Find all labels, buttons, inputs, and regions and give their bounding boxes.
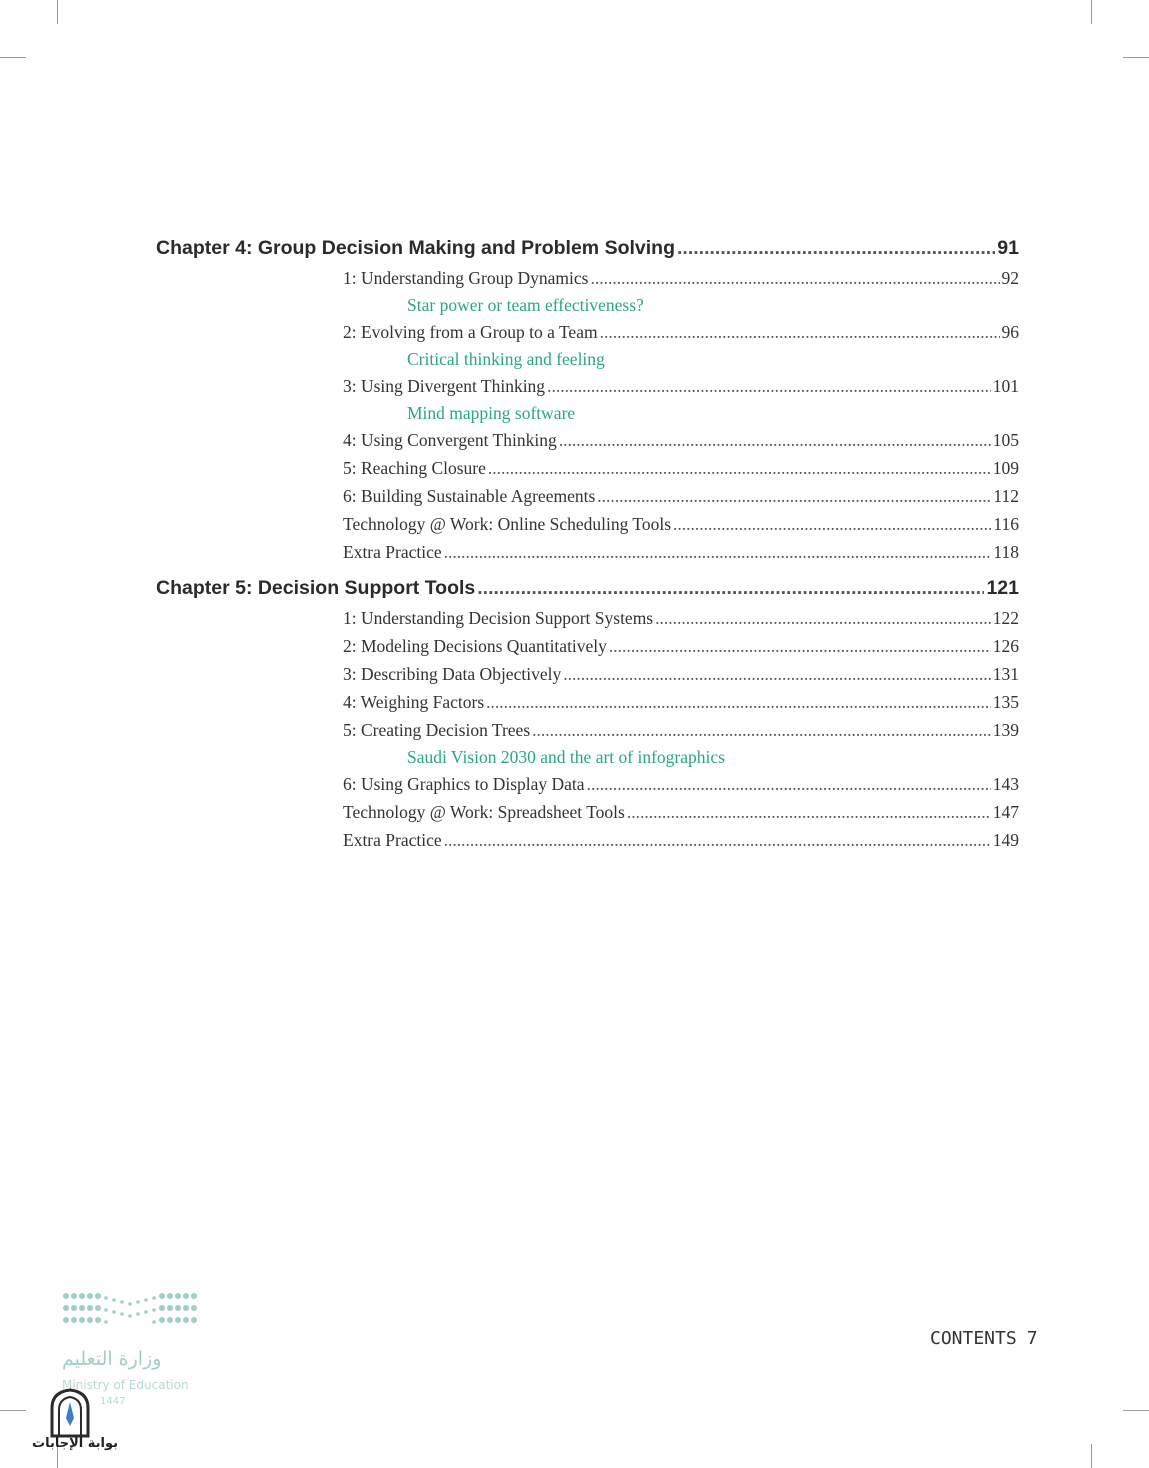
logo-dot <box>175 1317 181 1323</box>
crop-mark <box>1123 1410 1149 1411</box>
section-row[interactable] <box>343 372 1019 400</box>
logo-dot <box>152 1320 156 1324</box>
logo-dot <box>112 1298 116 1302</box>
section-row[interactable] <box>343 510 1019 538</box>
logo-dot <box>191 1317 197 1323</box>
logo-dot <box>63 1317 69 1323</box>
logo-dot <box>159 1305 165 1311</box>
section-title: 5: Reaching Closure <box>343 458 486 478</box>
section-row[interactable] <box>343 798 1019 826</box>
logo-dot <box>183 1293 189 1299</box>
feature-item[interactable]: Saudi Vision 2030 and the art of infographics <box>407 747 725 767</box>
section-title: Extra Practice <box>343 542 442 562</box>
logo-dot <box>71 1293 77 1299</box>
crop-mark <box>57 0 58 24</box>
logo-dot <box>71 1305 77 1311</box>
dot-leader <box>627 798 991 826</box>
portal-text: بوابة الإجابات <box>32 1436 118 1451</box>
section-page: 105 <box>992 430 1019 450</box>
logo-dot <box>183 1305 189 1311</box>
section-title: Extra Practice <box>343 830 442 850</box>
dot-leader <box>477 572 984 604</box>
crop-mark <box>0 1410 26 1411</box>
logo-dot <box>95 1305 101 1311</box>
footer-label: CONTENTS <box>930 1328 1017 1349</box>
section-page: 126 <box>992 636 1019 656</box>
dot-leader <box>677 232 995 264</box>
section-title: 4: Weighing Factors <box>343 692 485 712</box>
section-row[interactable] <box>343 454 1019 482</box>
dot-leader <box>444 826 991 854</box>
logo-dot <box>152 1296 156 1300</box>
dot-leader <box>587 770 991 798</box>
logo-dot <box>175 1293 181 1299</box>
section-page: 131 <box>992 664 1019 684</box>
section-page: 147 <box>992 802 1019 822</box>
crop-mark <box>1091 0 1092 24</box>
dot-leader <box>600 318 1000 346</box>
logo-dot <box>104 1308 108 1312</box>
logo-dot <box>167 1305 173 1311</box>
section-row[interactable] <box>343 604 1019 632</box>
logo-dot <box>71 1317 77 1323</box>
page-footer <box>930 1328 1038 1349</box>
logo-dot <box>87 1305 93 1311</box>
logo-dot <box>120 1300 124 1304</box>
section-row[interactable] <box>343 426 1019 454</box>
section-page: 101 <box>992 376 1019 396</box>
logo-dot <box>104 1296 108 1300</box>
portal-arch-icon <box>48 1388 92 1438</box>
section-page: 149 <box>992 830 1019 850</box>
logo-dot <box>112 1310 116 1314</box>
section-row[interactable] <box>343 688 1019 716</box>
dot-leader <box>532 716 991 744</box>
logo-dot <box>152 1308 156 1312</box>
section-title: 3: Using Divergent Thinking <box>343 376 546 396</box>
logo-english-text: Ministry of Education <box>62 1378 189 1392</box>
page-number: 7 <box>1026 1328 1038 1349</box>
section-row[interactable] <box>343 538 1019 566</box>
logo-dot <box>167 1293 173 1299</box>
logo-arabic-text: وزارة التعليم <box>62 1348 162 1370</box>
logo-dot <box>79 1293 85 1299</box>
feature-item[interactable]: Mind mapping software <box>407 403 576 423</box>
section-title: 3: Describing Data Objectively <box>343 664 562 684</box>
logo-dot <box>144 1298 148 1302</box>
logo-dot <box>191 1293 197 1299</box>
section-page: 112 <box>993 486 1019 506</box>
dot-leader <box>547 372 991 400</box>
logo-dot <box>136 1300 140 1304</box>
section-page: 118 <box>993 542 1019 562</box>
logo-dot <box>79 1317 85 1323</box>
logo-dot <box>159 1317 165 1323</box>
dot-leader <box>673 510 991 538</box>
logo-dot <box>159 1293 165 1299</box>
section-title: 4: Using Convergent Thinking <box>343 430 557 450</box>
section-page: 109 <box>992 458 1019 478</box>
section-row[interactable] <box>343 264 1019 292</box>
dot-leader <box>609 632 991 660</box>
section-title: 2: Evolving from a Group to a Team <box>343 322 598 342</box>
dot-leader <box>444 538 992 566</box>
dot-leader <box>486 688 991 716</box>
chapter-page: 91 <box>997 237 1019 259</box>
logo-dot <box>79 1305 85 1311</box>
section-title: 5: Creating Decision Trees <box>343 720 531 740</box>
logo-dot <box>175 1305 181 1311</box>
chapter-title: Chapter 4: Group Decision Making and Problem Solving <box>156 237 675 259</box>
feature-item[interactable]: Critical thinking and feeling <box>407 349 605 369</box>
logo-dot <box>167 1317 173 1323</box>
section-row[interactable] <box>343 482 1019 510</box>
logo-dot <box>128 1314 132 1318</box>
logo-dot <box>95 1293 101 1299</box>
dot-leader <box>563 660 991 688</box>
section-row[interactable] <box>343 826 1019 854</box>
section-title: 6: Building Sustainable Agreements <box>343 486 596 506</box>
section-title: 2: Modeling Decisions Quantitatively <box>343 636 607 656</box>
ministry-logo-dots <box>60 1290 210 1340</box>
section-title: 1: Understanding Group Dynamics <box>343 268 589 288</box>
chapter-title: Chapter 5: Decision Support Tools <box>156 577 476 599</box>
section-title: 6: Using Graphics to Display Data <box>343 774 585 794</box>
section-page: 143 <box>992 774 1019 794</box>
dot-leader <box>655 604 991 632</box>
section-page: 96 <box>1001 322 1019 342</box>
logo-dot <box>128 1302 132 1306</box>
section-page: 139 <box>992 720 1019 740</box>
section-title: 1: Understanding Decision Support Systems <box>343 608 654 628</box>
chapter-page: 121 <box>986 577 1019 599</box>
dot-leader <box>559 426 991 454</box>
crop-mark <box>0 57 26 58</box>
dot-leader <box>590 264 999 292</box>
logo-dot <box>104 1320 108 1324</box>
logo-dot <box>120 1312 124 1316</box>
logo-dot <box>63 1293 69 1299</box>
logo-dot <box>63 1305 69 1311</box>
logo-year: 1447 <box>100 1396 126 1407</box>
logo-dot <box>87 1293 93 1299</box>
section-row[interactable] <box>343 770 1019 798</box>
chapter-row[interactable] <box>156 232 1019 264</box>
crop-mark <box>1091 1444 1092 1468</box>
section-page: 135 <box>992 692 1019 712</box>
section-row[interactable] <box>343 632 1019 660</box>
logo-dot <box>87 1317 93 1323</box>
logo-dot <box>136 1312 140 1316</box>
section-row[interactable] <box>343 660 1019 688</box>
section-row[interactable] <box>343 318 1019 346</box>
crop-mark <box>1123 57 1149 58</box>
logo-dot <box>191 1305 197 1311</box>
section-page: 122 <box>992 608 1019 628</box>
section-title: Technology @ Work: Spreadsheet Tools <box>343 802 625 822</box>
dot-leader <box>488 454 991 482</box>
feature-item[interactable]: Star power or team effectiveness? <box>407 295 644 315</box>
logo-dot <box>144 1310 148 1314</box>
section-row[interactable] <box>343 716 1019 744</box>
section-page: 116 <box>993 514 1019 534</box>
logo-dot <box>95 1317 101 1323</box>
section-title: Technology @ Work: Online Scheduling Tools <box>343 514 672 534</box>
section-page: 92 <box>1001 268 1019 288</box>
table-of-contents <box>156 232 1019 854</box>
chapter-row[interactable] <box>156 572 1019 604</box>
dot-leader <box>597 482 991 510</box>
logo-dot <box>183 1317 189 1323</box>
